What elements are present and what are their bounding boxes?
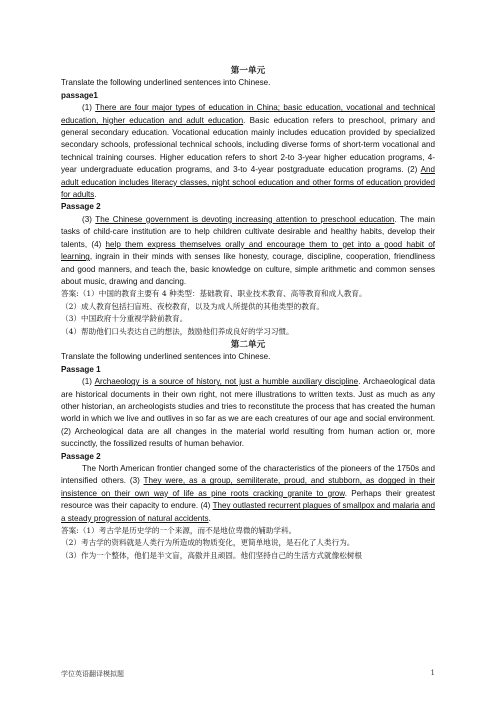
page-number: 1 xyxy=(430,669,435,677)
unit2-heading: 第二单元 xyxy=(230,338,266,349)
unit1-answer-4: （4）帮助他们口头表达自己的想法，鼓励他们养成良好的学习习惯。 xyxy=(61,326,294,336)
unit2-answer-1: 答案:（1）考古学是历史学的一个来源，而不是地位卑微的辅助学科。 xyxy=(61,526,297,536)
underlined-sentence-3: They were, as a group, semiliterate, proud, and stubborn, as dogged in their insistence on their own way of life as pine roots cracking granite to grow xyxy=(61,476,436,498)
page-footer xyxy=(61,669,435,679)
unit1-heading: 第一单元 xyxy=(230,65,266,75)
unit1-instruction: Translate the following underlined sentences into Chinese. xyxy=(61,78,271,88)
unit2-answer-3: （3）作为一个整体，他们是半文盲，高傲并且顽固。他们坚持自己的生活方式就像松树根 xyxy=(61,550,362,560)
unit2-passage2-label: Passage 2 xyxy=(61,451,101,461)
underlined-sentence-2: And adult education includes literacy classes, night school education and other forms of education provided for adults xyxy=(61,165,435,200)
unit1-passage1-text: (1) There are four major types of education in China; basic education, vocational and technical education, higher education and adult education. Basic education refers to preschool, primary and general secondary education. Vocational education mainly includes education provided by specialized secondary schools, professional technical schools, including diverse forms of short-term vocational and technical training courses. Higher education refers to short 2-to 3-year higher education programs, 4-year undergraduate education programs, and 3-to 4-year postgraduate education programs. (2) And adult education includes literacy classes, night school education and other forms of education provided for adults. xyxy=(61,103,436,200)
unit1-answer-3: （3）中国政府十分重视学龄前教育。 xyxy=(61,314,188,324)
unit2-passage1-text: (1) Archaeology is a source of history, not just a humble auxiliary discipline. Archaeological data are historical documents in their own right, not mere illustrations to written texts. Just as much as any other historian, an archeologists studies and tries to reconstitute the process that has created the human world in which we live and outlives in so far as we are each creatures of our age and social environment. (2) Archeological data are all changes in the material world resulting from human action or, more succinctly, the fossilized results of human behavior. xyxy=(61,377,435,449)
unit2-passage2-text: The North American frontier changed some of the characteristics of the pioneers of the 1750s and intensified others. (3) They were, as a group, semiliterate, proud, and stubborn, as dogged in their insistence on their own way of life as pine roots cracking granite to grow. Perhaps their greatest resource was their capacity to endure. (4) They outlasted recurrent plagues of smallpox and malaria and a steady progression of natural accidents. xyxy=(61,464,436,523)
unit2-passage1-label: Passage 1 xyxy=(61,364,101,374)
unit1-answer-1: 答案:（1）中国的教育主要有 4 种类型：基础教育、职业技术教育、高等教育和成人教育。 xyxy=(61,289,367,299)
underlined-sentence-4: help them express themselves orally and encourage them to get into a good habit of learning xyxy=(61,239,435,262)
underlined-sentence-1: Archaeology is a source of history, not just a humble auxiliary discipline xyxy=(94,377,359,387)
unit1-passage2-label: Passage 2 xyxy=(61,202,101,212)
unit1-passage2-text: (3) The Chinese government is devoting increasing attention to preschool education. The main tasks of child-care institution are to help children cultivate desirable and healthy habits, develop their talents, (4) help them express themselves orally and encourage them to get into a good habit of learning, ingrain in their minds with senses like honesty, courage, discipline, cooperation, friendliness and good manners, and teach the, basic knowledge on culture, simple arithmetic and common senses about music, drawing and dancing. xyxy=(61,214,435,286)
unit1-answer-2: （2）成人教育包括扫盲班、夜校教育，以及为成人所提供的其他类型的教育。 xyxy=(61,301,325,311)
underlined-sentence-4: They outlasted recurrent plagues of smallpox and malaria and a steady progression of natural accidents xyxy=(61,501,435,523)
footer-title: 学位英语翻译模拟题 xyxy=(61,670,124,678)
unit2-answer-2: （2）考古学的资料就是人类行为所造成的物质变化，更简单地说，是石化了人类行为。 xyxy=(61,538,355,548)
document-body xyxy=(61,64,435,562)
underlined-sentence-3: The Chinese government is devoting increasing attention to preschool education xyxy=(95,214,395,224)
unit2-instruction: Translate the following underlined sentences into Chinese. xyxy=(61,352,271,362)
unit1-passage1-label: passage1 xyxy=(61,90,98,100)
underlined-sentence-1: There are four major types of education in China; basic education, vocational and technical education, higher education and adult education xyxy=(61,103,436,125)
